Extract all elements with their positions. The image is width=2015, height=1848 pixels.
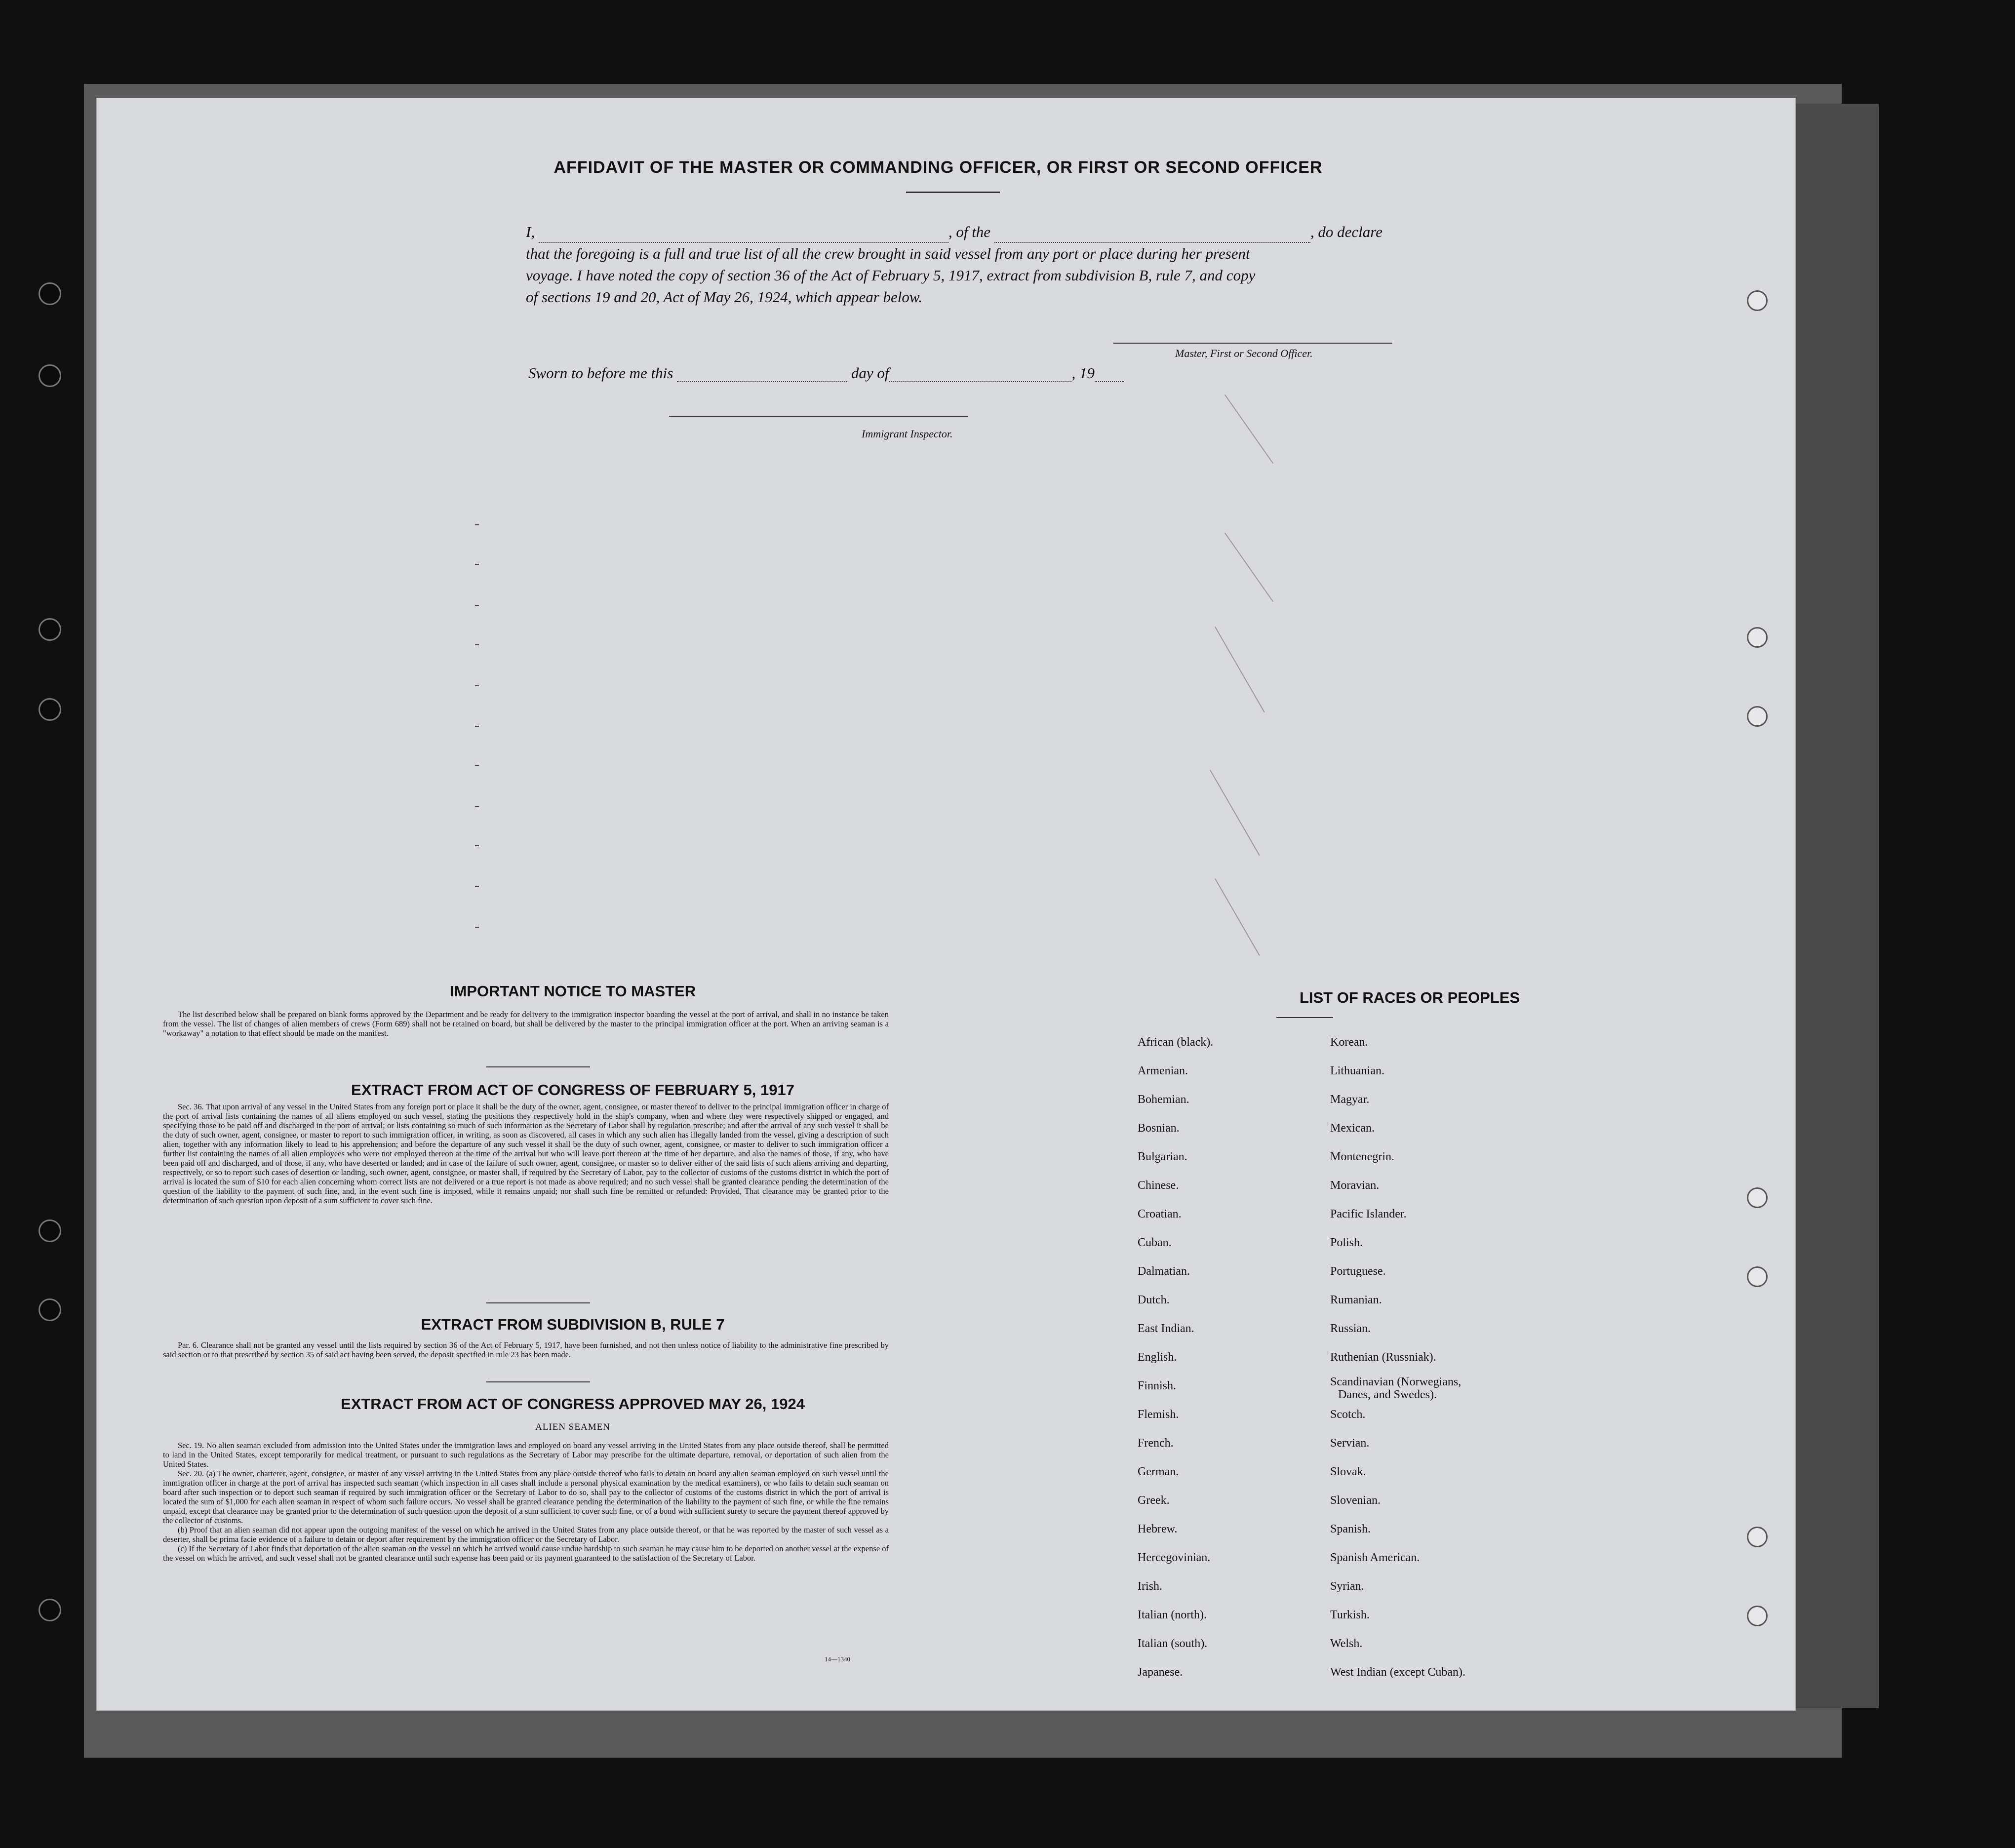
race-item: Greek. xyxy=(1138,1494,1170,1507)
race-item: Turkish. xyxy=(1330,1609,1370,1621)
section-divider xyxy=(486,1381,590,1382)
race-item: Servian. xyxy=(1330,1437,1370,1450)
race-item: Dalmatian. xyxy=(1138,1265,1190,1278)
margin-mark xyxy=(475,886,479,887)
punch-hole-icon xyxy=(1747,1527,1768,1547)
binder-hole-icon xyxy=(39,364,61,387)
section-20b-paragraph: (b) Proof that an alien seaman did not appear upon the outgoing manifest of the vessel on which he arrived in the United States from any place outside thereof, or that he was reported by the master of such vessel as a deserter, shall be prima facie evidence of a failure to detain or deport after requirement by the immigration officer or the Secretary of Labor. xyxy=(163,1525,889,1544)
race-item: Armenian. xyxy=(1138,1064,1188,1077)
race-item: Scotch. xyxy=(1330,1408,1366,1421)
margin-mark xyxy=(475,845,479,846)
race-item: Chinese. xyxy=(1138,1179,1179,1192)
inspector-signature-field[interactable] xyxy=(669,416,968,417)
race-item: Bulgarian. xyxy=(1138,1150,1187,1163)
section-20c-paragraph: (c) If the Secretary of Labor finds that deportation of the alien seaman on the vessel on which he arrived would cause undue hardship to such seaman he may cause him to be deported on another vessel at the expense of the vessel on which he arrived, and such vessel shall not be granted clearance until such expense has been paid or its payment guaranteed to the satisfaction of the Secretary of Labor. xyxy=(163,1544,889,1563)
punch-hole-icon xyxy=(1747,290,1768,311)
underlying-page-edge xyxy=(1795,104,1879,1708)
notice-title: IMPORTANT NOTICE TO MASTER xyxy=(449,983,696,1000)
race-item: Flemish. xyxy=(1138,1408,1179,1421)
margin-mark xyxy=(475,605,479,606)
race-item: East Indian. xyxy=(1138,1322,1194,1335)
race-item: Dutch. xyxy=(1138,1294,1170,1306)
vessel-name-field[interactable] xyxy=(994,229,1310,243)
rule-7-title: EXTRACT FROM SUBDIVISION B, RULE 7 xyxy=(421,1316,725,1333)
punch-hole-icon xyxy=(1747,1266,1768,1287)
margin-mark xyxy=(475,644,479,645)
race-item: Spanish. xyxy=(1330,1523,1371,1535)
race-item: Moravian. xyxy=(1330,1179,1380,1192)
race-item: Bohemian. xyxy=(1138,1093,1189,1106)
year-text: , 19 xyxy=(1071,364,1095,382)
race-item: Spanish American. xyxy=(1330,1551,1420,1564)
race-item: Lithuanian. xyxy=(1330,1064,1384,1077)
race-item: Magyar. xyxy=(1330,1093,1370,1106)
extract-1924-title: EXTRACT FROM ACT OF CONGRESS APPROVED MAY 26, 1924 xyxy=(341,1395,805,1413)
margin-mark xyxy=(475,806,479,807)
race-item: Slovenian. xyxy=(1330,1494,1381,1507)
race-item: West Indian (except Cuban). xyxy=(1330,1666,1465,1679)
race-item: Danes, and Swedes). xyxy=(1338,1388,1437,1401)
race-item: English. xyxy=(1138,1351,1177,1364)
race-item: Mexican. xyxy=(1330,1122,1375,1135)
officer-name-field[interactable] xyxy=(539,229,948,243)
race-item: Welsh. xyxy=(1330,1637,1363,1650)
binder-hole-icon xyxy=(39,1219,61,1242)
race-item: Bosnian. xyxy=(1138,1122,1180,1135)
margin-mark xyxy=(475,685,479,686)
extract-1924-text xyxy=(163,1441,889,1563)
extract-1917-text xyxy=(163,1102,889,1205)
section-divider xyxy=(486,1066,590,1067)
affidavit-i: I, xyxy=(526,223,535,240)
margin-mark xyxy=(475,726,479,727)
affidavit-line-4: of sections 19 and 20, Act of May 26, 1924, which appear below. xyxy=(526,288,923,306)
sworn-year-field[interactable] xyxy=(1095,368,1124,382)
race-item: Cuban. xyxy=(1138,1236,1172,1249)
binder-hole-icon xyxy=(39,1599,61,1621)
binder-hole-icon xyxy=(39,1298,61,1321)
sworn-day-field[interactable] xyxy=(677,368,847,382)
race-item: Polish. xyxy=(1330,1236,1363,1249)
race-item: Italian (north). xyxy=(1138,1609,1207,1621)
punch-hole-icon xyxy=(1747,1606,1768,1626)
affidavit-of-the: , of the xyxy=(948,223,991,240)
race-item: Hebrew. xyxy=(1138,1523,1178,1535)
margin-mark xyxy=(475,564,479,565)
races-divider xyxy=(1276,1017,1333,1018)
race-item: Japanese. xyxy=(1138,1666,1183,1679)
race-item: Korean. xyxy=(1330,1036,1368,1049)
race-item: African (black). xyxy=(1138,1036,1214,1049)
sworn-text: Sworn to before me this xyxy=(528,364,673,382)
affidavit-line-3: voyage. I have noted the copy of section 36 of the Act of February 5, 1917, extract from subdivision B, rule 7, and copy xyxy=(526,267,1256,284)
race-item: Croatian. xyxy=(1138,1208,1182,1220)
race-item: Russian. xyxy=(1330,1322,1371,1335)
margin-mark xyxy=(475,765,479,766)
binder-hole-icon xyxy=(39,698,61,721)
section-divider xyxy=(486,1302,590,1303)
margin-mark xyxy=(475,927,479,928)
notice-paragraph: The list described below shall be prepared on blank forms approved by the Department and be ready for delivery to the immigration inspector boarding the vessel at the port of arrival, and shall in no instance be taken from the vessel. The list of changes of alien members of crews (Form 689) shall not be retained on board, but shall be delivered by the master to the principal immigration officer at the port. When an arriving seaman is a "workaway" a notation to that effect should be made on the manifest. xyxy=(163,1010,889,1038)
master-signature-label: Master, First or Second Officer. xyxy=(1175,347,1313,359)
punch-hole-icon xyxy=(1747,627,1768,648)
race-item: Irish. xyxy=(1138,1580,1162,1593)
punch-hole-icon xyxy=(1747,1187,1768,1208)
notice-text xyxy=(163,1010,889,1038)
inspector-signature-label: Immigrant Inspector. xyxy=(862,428,953,440)
binder-hole-icon xyxy=(39,282,61,305)
race-item: Slovak. xyxy=(1330,1465,1366,1478)
master-signature-field[interactable] xyxy=(1113,343,1392,344)
binder-hole-icon xyxy=(39,618,61,641)
section-20a-paragraph: Sec. 20. (a) The owner, charterer, agent, consignee, or master of any vessel arriving in the United States from any place outside thereof who fails to detain on board any alien seaman employed on such vessel until the immigration officer in charge at the port of arrival has inspected such seaman (which inspection in all cases shall include a personal physical examination by the medical examiners), or who fails to detain such seaman on board after such inspection or to deport such seaman if required by such immigration officer or the Secretary of Labor to do so, shall pay to the collector of customs of the customs district in which the port of arrival is located the sum of $1,000 for each alien seaman in respect of whom such failure occurs. No vessel shall be granted clearance pending the determination of the liability to the payment of such fine, or while the fine remains unpaid, except that clearance may be granted prior to the determination of such question upon the deposit of a sum sufficient to cover such fine, or of a bond with sufficient surety to secure the payment thereof approved by the collector of customs. xyxy=(163,1469,889,1525)
alien-seamen-subtitle: ALIEN SEAMEN xyxy=(535,1422,610,1432)
rule-7-paragraph: Par. 6. Clearance shall not be granted any vessel until the lists required by section 36 of the Act of February 5, 1917, have been furnished, and not then unless notice of liability to the administrative fine prescribed by said section or to that prescribed by section 35 of said act having been served, the deposit specified in rule 23 has been made. xyxy=(163,1340,889,1359)
race-item: Ruthenian (Russniak). xyxy=(1330,1351,1436,1364)
affidavit-text xyxy=(526,221,1429,308)
race-item: Finnish. xyxy=(1138,1379,1177,1392)
race-item: Rumanian. xyxy=(1330,1294,1382,1306)
race-item: Pacific Islander. xyxy=(1330,1208,1407,1220)
affidavit-title: AFFIDAVIT OF THE MASTER OR COMMANDING OFFICER, OR FIRST OR SECOND OFFICER xyxy=(553,158,1323,177)
race-item: Hercegovinian. xyxy=(1138,1551,1211,1564)
race-item: Portuguese. xyxy=(1330,1265,1386,1278)
form-number: 14—1340 xyxy=(825,1655,850,1663)
section-19-paragraph: Sec. 19. No alien seaman excluded from admission into the United States under the immigration laws and employed on board any vessel arriving in the United States from any place outside thereof, shall be permitted to land in the United States, except temporarily for medical treatment, or pursuant to such regulations as the Secretary of Labor may prescribe for the ultimate departure, removal, or deportation of such alien from the United States. xyxy=(163,1441,889,1469)
rule-7-text xyxy=(163,1340,889,1359)
race-item: French. xyxy=(1138,1437,1174,1450)
race-item: Italian (south). xyxy=(1138,1637,1208,1650)
races-title: LIST OF RACES OR PEOPLES xyxy=(1299,989,1520,1006)
day-of-text: day of xyxy=(851,364,889,382)
sworn-month-field[interactable] xyxy=(889,368,1071,382)
margin-mark xyxy=(475,524,479,525)
section-36-paragraph: Sec. 36. That upon arrival of any vessel in the United States from any foreign port or place it shall be the duty of the owner, agent, consignee, or master thereof to deliver to the principal immigration officer in charge of the port of arrival lists containing the names of all aliens employed on such vessel, stating the positions they respectively hold in the ship's company, when and where they were respectively shipped or engaged, and specifying those to be paid off and discharged in the port of arrival; or lists containing so much of such information as the Secretary of Labor shall by regulation prescribe; and after the arrival of any such vessel it shall be the duty of such owner, agent, consignee, or master to report to such immigration officer, in writing, as soon as discovered, all cases in which any such alien has illegally landed from the vessel, giving a description of such alien, together with any information likely to lead to his apprehension; and before the departure of any such vessel it shall be the duty of such owner, agent, consignee, or master to deliver to such immigration officer a further list containing the names of all alien employees who were not employed thereon at the time of the arrival but who will leave port thereon at the time of her departure, and also the names of those, if any, who have been paid off and discharged, and of those, if any, who have deserted or landed; and in case of the failure of such owner, agent, consignee, or master so to deliver either of the said lists of such aliens arriving and departing, respectively, or so to report such cases of desertion or landing, such owner, agent, consignee, or master shall, if required by the Secretary of Labor, pay to the collector of customs of the customs district in which the port of arrival is located the sum of $10 for each alien concerning whom correct lists are not delivered or a true report is not made as above required; and no such vessel shall be granted clearance pending the determination of the question of the liability to the payment of such fine, and, in the event such fine is imposed, while it remains unpaid; nor shall such fine be remitted or refunded: Provided, That clearance may be granted prior to the determination of such question upon deposit of a sum sufficient to cover such fine. xyxy=(163,1102,889,1205)
race-item: German. xyxy=(1138,1465,1179,1478)
extract-1917-title: EXTRACT FROM ACT OF CONGRESS OF FEBRUARY 5, 1917 xyxy=(351,1081,794,1099)
title-divider xyxy=(906,192,1000,193)
race-item: Syrian. xyxy=(1330,1580,1364,1593)
race-item: Scandinavian (Norwegians, xyxy=(1330,1376,1462,1388)
affidavit-line-2: that the foregoing is a full and true list of all the crew brought in said vessel from any port or place during her present xyxy=(526,245,1250,262)
race-item: Montenegrin. xyxy=(1330,1150,1394,1163)
sworn-line xyxy=(528,364,1124,382)
punch-hole-icon xyxy=(1747,706,1768,727)
affidavit-do-declare: , do declare xyxy=(1310,223,1383,240)
